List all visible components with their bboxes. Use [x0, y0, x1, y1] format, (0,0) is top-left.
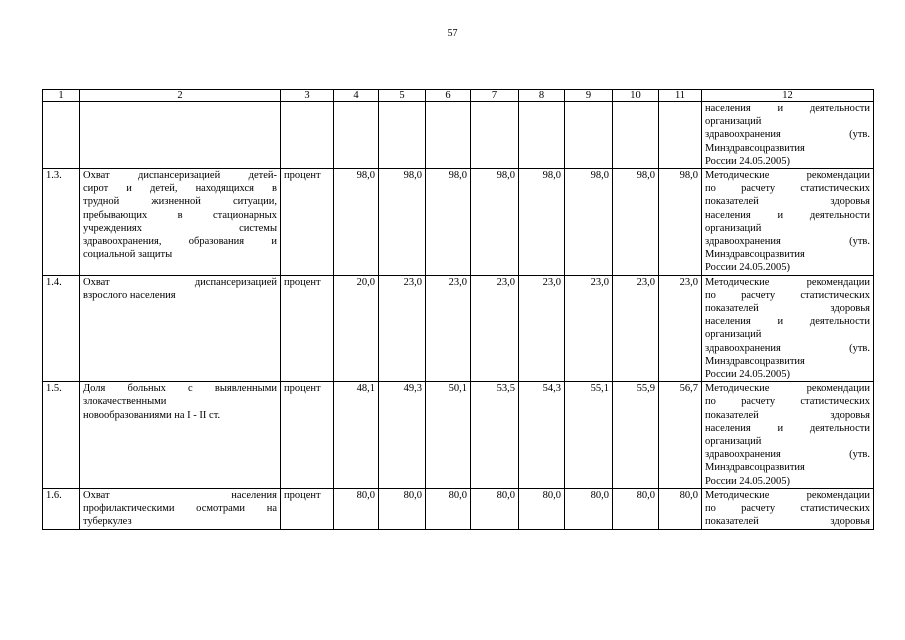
value-cell: 98,0 — [426, 169, 471, 276]
value-cell: 98,0 — [659, 169, 702, 276]
header-row — [43, 90, 874, 102]
source-line: России 24.05.2005) — [705, 369, 791, 381]
value-cell: 98,0 — [565, 169, 613, 276]
source-line: населения и деятельности — [705, 422, 870, 434]
indicator-name — [80, 275, 281, 382]
indicator-name-line: социальной защиты — [83, 249, 173, 261]
value-cell: 80,0 — [334, 488, 379, 529]
value-cell: 98,0 — [613, 169, 659, 276]
source-line: Минздравсоцразвития — [705, 462, 805, 474]
value-cell: 98,0 — [471, 169, 519, 276]
source-line: здравоохранения (утв. — [705, 342, 870, 354]
header-cell: 8 — [519, 90, 565, 102]
value-cell: 20,0 — [334, 275, 379, 382]
source-line: организаций — [705, 329, 762, 341]
unit-cell: процент — [281, 275, 334, 382]
source-line: по расчету статистических — [705, 183, 870, 195]
empty-cell — [519, 102, 565, 169]
indicators-table — [42, 89, 874, 530]
value-cell: 55,1 — [565, 382, 613, 489]
source-line: населения и деятельности — [705, 316, 870, 328]
indicator-name-line: сирот и детей, находящихся в — [83, 183, 277, 195]
empty-cell — [426, 102, 471, 169]
indicator-name-line: пребывающих в стационарных — [83, 209, 277, 221]
value-cell: 80,0 — [426, 488, 471, 529]
indicator-name-line: взрослого населения — [83, 289, 176, 301]
source-line: по расчету статистических — [705, 289, 870, 301]
indicator-name-line: профилактическими осмотрами на — [83, 503, 277, 515]
source-line: здравоохранения (утв. — [705, 129, 870, 141]
value-cell: 50,1 — [426, 382, 471, 489]
empty-cell — [379, 102, 426, 169]
source-line: Методические рекомендации — [705, 489, 870, 501]
source-cell — [702, 488, 874, 529]
indicator-name — [80, 169, 281, 276]
header-cell: 11 — [659, 90, 702, 102]
value-cell: 80,0 — [519, 488, 565, 529]
indicator-name-line: здравоохранения, образования и — [83, 236, 277, 248]
value-cell: 80,0 — [613, 488, 659, 529]
value-cell: 48,1 — [334, 382, 379, 489]
indicator-name-line: новообразованиями на I - II ст. — [83, 409, 221, 421]
row-number: 1.4. — [43, 275, 80, 382]
source-line: показателей здоровья — [705, 409, 870, 421]
indicator-name-line: трудной жизненной ситуации, — [83, 196, 277, 208]
unit-cell: процент — [281, 488, 334, 529]
source-line: здравоохранения (утв. — [705, 449, 870, 461]
source-cell — [702, 275, 874, 382]
header-cell: 1 — [43, 90, 80, 102]
value-cell: 54,3 — [519, 382, 565, 489]
table-row — [43, 275, 874, 382]
empty-cell — [80, 102, 281, 169]
source-line: по расчету статистических — [705, 396, 870, 408]
source-line: России 24.05.2005) — [705, 475, 791, 487]
value-cell: 56,7 — [659, 382, 702, 489]
empty-cell — [281, 102, 334, 169]
page-number: 57 — [447, 28, 458, 39]
header-cell: 2 — [80, 90, 281, 102]
value-cell: 49,3 — [379, 382, 426, 489]
value-cell: 80,0 — [659, 488, 702, 529]
empty-cell — [43, 102, 80, 169]
row-number: 1.6. — [43, 488, 80, 529]
source-line: Методические рекомендации — [705, 276, 870, 288]
value-cell: 98,0 — [334, 169, 379, 276]
indicator-name-line: учреждениях системы — [83, 222, 277, 234]
row-number: 1.5. — [43, 382, 80, 489]
source-line: здравоохранения (утв. — [705, 236, 870, 248]
source-line: Минздравсоцразвития — [705, 142, 805, 154]
indicator-name-line: Охват диспансеризацией — [83, 276, 277, 288]
header-cell: 6 — [426, 90, 471, 102]
continuation-row — [43, 102, 874, 169]
source-line: организаций — [705, 436, 762, 448]
indicator-name-line: Охват диспансеризацией детей- — [83, 170, 277, 182]
indicator-name — [80, 488, 281, 529]
unit-cell: процент — [281, 169, 334, 276]
empty-cell — [334, 102, 379, 169]
source-cell — [702, 102, 874, 169]
header-cell: 7 — [471, 90, 519, 102]
source-line: России 24.05.2005) — [705, 262, 791, 274]
value-cell: 80,0 — [379, 488, 426, 529]
source-cell — [702, 382, 874, 489]
table-row — [43, 488, 874, 529]
header-cell: 5 — [379, 90, 426, 102]
source-line: показателей здоровья — [705, 196, 870, 208]
source-line: Минздравсоцразвития — [705, 355, 805, 367]
source-line: Минздравсоцразвития — [705, 249, 805, 261]
header-cell: 9 — [565, 90, 613, 102]
value-cell: 23,0 — [519, 275, 565, 382]
source-line: показателей здоровья — [705, 516, 870, 528]
header-cell: 3 — [281, 90, 334, 102]
table-row — [43, 382, 874, 489]
source-line: Методические рекомендации — [705, 170, 870, 182]
source-line: населения и деятельности — [705, 103, 870, 114]
header-cell: 4 — [334, 90, 379, 102]
indicator-name-line: злокачественными — [83, 396, 167, 408]
value-cell: 23,0 — [613, 275, 659, 382]
source-cell — [702, 169, 874, 276]
source-line: организаций — [705, 116, 762, 128]
table-row — [43, 169, 874, 276]
empty-cell — [471, 102, 519, 169]
empty-cell — [659, 102, 702, 169]
value-cell: 23,0 — [659, 275, 702, 382]
indicator-name-line: туберкулез — [83, 516, 132, 528]
value-cell: 23,0 — [565, 275, 613, 382]
source-line: показателей здоровья — [705, 303, 870, 315]
value-cell: 98,0 — [519, 169, 565, 276]
value-cell: 23,0 — [379, 275, 426, 382]
value-cell: 55,9 — [613, 382, 659, 489]
value-cell: 23,0 — [426, 275, 471, 382]
indicator-name — [80, 382, 281, 489]
value-cell: 98,0 — [379, 169, 426, 276]
source-line: населения и деятельности — [705, 209, 870, 221]
source-line: по расчету статистических — [705, 503, 870, 515]
value-cell: 53,5 — [471, 382, 519, 489]
value-cell: 23,0 — [471, 275, 519, 382]
indicator-name-line: Охват населения — [83, 489, 277, 501]
source-line: России 24.05.2005) — [705, 155, 791, 167]
empty-cell — [613, 102, 659, 169]
row-number: 1.3. — [43, 169, 80, 276]
empty-cell — [565, 102, 613, 169]
indicator-name-line: Доля больных с выявленными — [83, 383, 277, 395]
source-line: организаций — [705, 222, 762, 234]
header-cell: 12 — [702, 90, 874, 102]
value-cell: 80,0 — [471, 488, 519, 529]
unit-cell: процент — [281, 382, 334, 489]
source-line: Методические рекомендации — [705, 383, 870, 395]
header-cell: 10 — [613, 90, 659, 102]
value-cell: 80,0 — [565, 488, 613, 529]
